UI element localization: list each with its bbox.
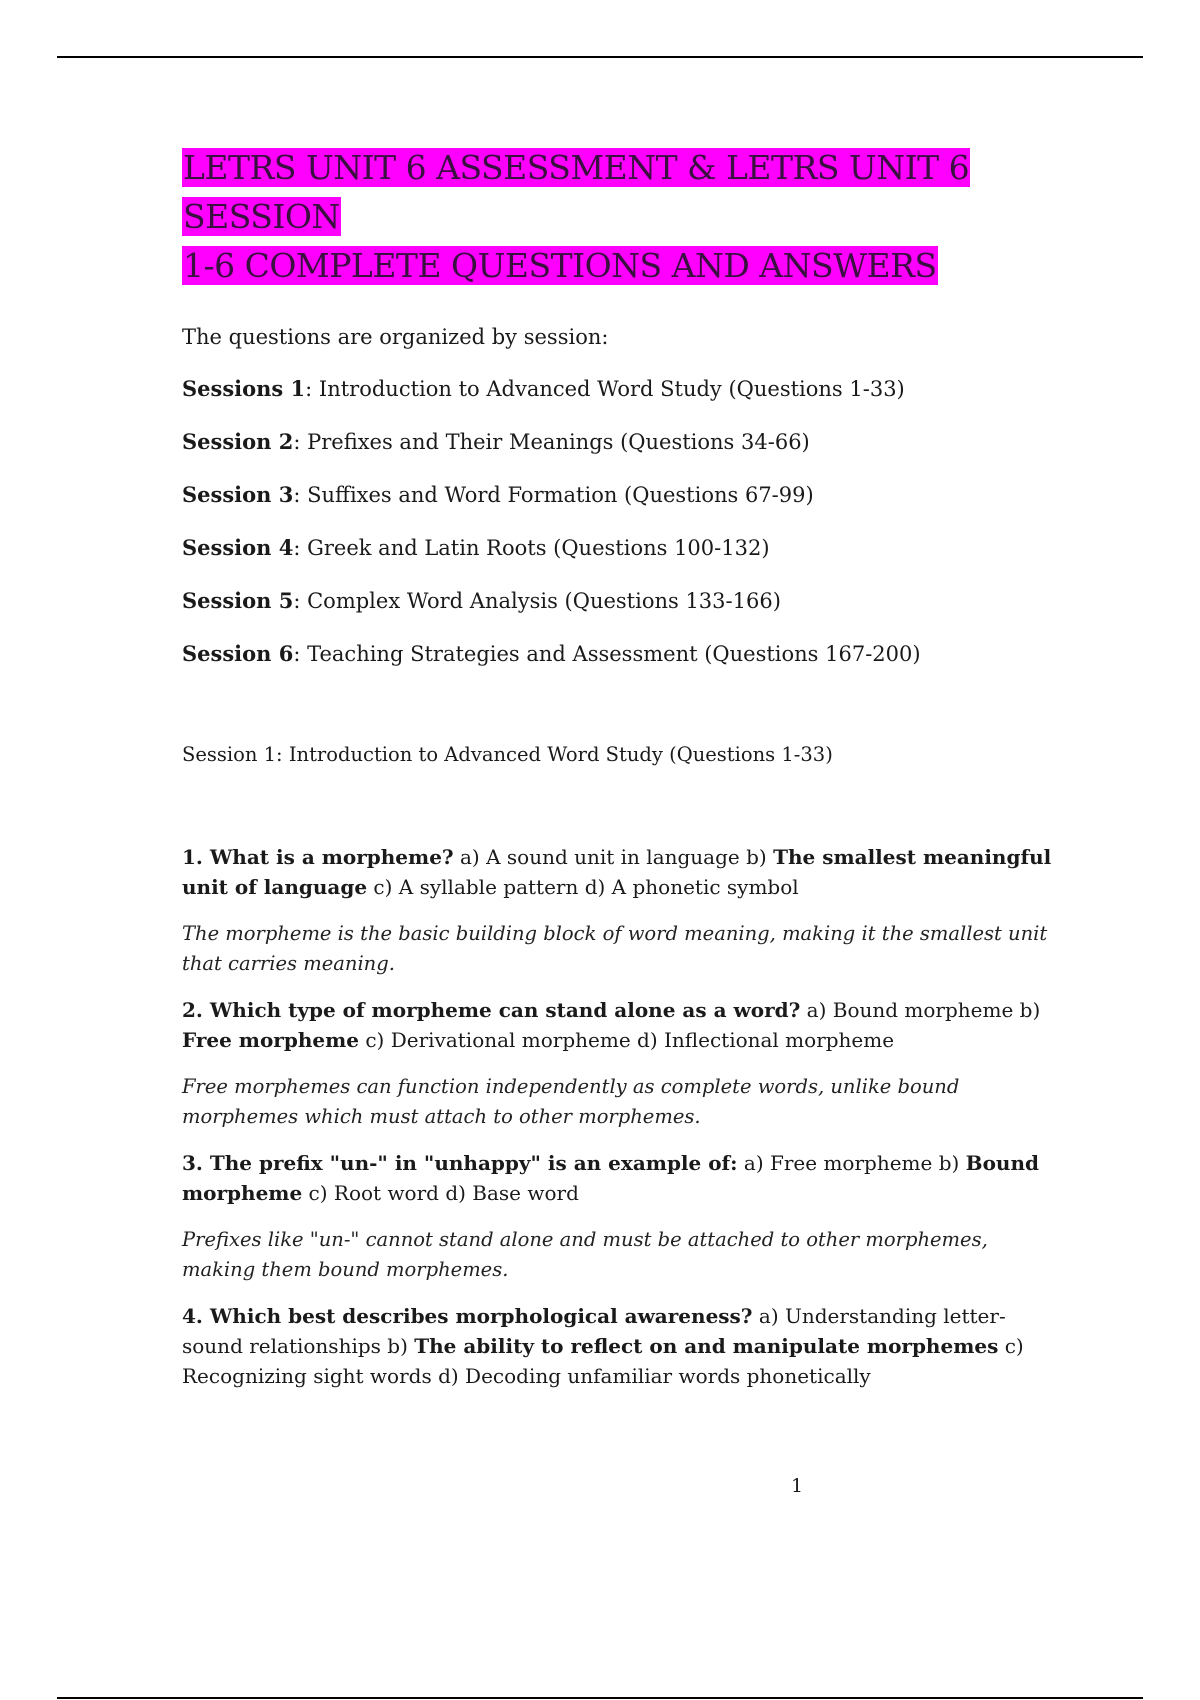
question-options-after: c) Recognizing sight words d) Decoding unfamiliar words phonetically (182, 1334, 1024, 1388)
session-item (182, 639, 1062, 692)
session-label: Session 5 (182, 588, 294, 613)
session-description: : Complex Word Analysis (Questions 133-166) (293, 589, 781, 613)
correct-answer: The ability to reflect on and manipulate morphemes (414, 1334, 999, 1358)
session-label: Session 4 (182, 535, 294, 560)
question-3 (182, 1148, 1062, 1208)
correct-answer: Free morpheme (182, 1028, 359, 1052)
question-4 (182, 1301, 1062, 1391)
session-item (182, 427, 1062, 480)
session-label: Sessions 1 (182, 376, 306, 401)
session-item (182, 533, 1062, 586)
correct-answer: Bound morpheme (182, 1151, 1039, 1205)
intro-text: The questions are organized by session: (182, 325, 609, 349)
answer-explanation: Free morphemes can function independently as complete words, unlike bound morphemes which must attach to other morphemes. (182, 1075, 960, 1128)
section-heading: Session 1: Introduction to Advanced Word Study (Questions 1-33) (182, 743, 833, 766)
document-title (182, 143, 1062, 290)
correct-answer: The smallest meaningful unit of language (182, 845, 1052, 899)
question-options-after: c) A syllable pattern d) A phonetic symbol (367, 875, 799, 899)
session-label: Session 3 (182, 482, 294, 507)
session-description: : Suffixes and Word Formation (Questions 67-99) (293, 483, 814, 507)
session-description: : Greek and Latin Roots (Questions 100-132) (293, 536, 770, 560)
question-options-before: a) Free morpheme b) (737, 1151, 966, 1175)
session-description: : Prefixes and Their Meanings (Questions 34-66) (293, 430, 810, 454)
session-label: Session 2 (182, 429, 294, 454)
question-options-after: c) Root word d) Base word (302, 1181, 579, 1205)
answer-explanation: The morpheme is the basic building block of word meaning, making it the smallest unit that carries meaning. (182, 922, 1048, 975)
session-item (182, 480, 1062, 533)
question-stem: 1. What is a morpheme? (182, 845, 454, 869)
question-options-before: a) Bound morpheme b) (800, 998, 1041, 1022)
session-description: : Teaching Strategies and Assessment (Questions 167-200) (293, 642, 921, 666)
question-options-before: a) A sound unit in language b) (453, 845, 774, 869)
question-stem: 2. Which type of morpheme can stand alone as a word? (182, 998, 801, 1022)
session-item (182, 374, 1062, 427)
question-options-after: c) Derivational morpheme d) Inflectional morpheme (358, 1028, 895, 1052)
session-label: Session 6 (182, 641, 294, 666)
answer-explanation: Prefixes like "un-" cannot stand alone and must be attached to other morphemes, making them bound morphemes. (182, 1228, 988, 1281)
page-number: 1 (790, 1475, 804, 1497)
session-item (182, 586, 1062, 639)
session-description: : Introduction to Advanced Word Study (Questions 1-33) (305, 377, 905, 401)
question-stem: 3. The prefix "un-" in "unhappy" is an example of: (182, 1151, 738, 1175)
session-list (182, 374, 1062, 692)
title-line-1: LETRS UNIT 6 ASSESSMENT & LETRS UNIT 6 SESSION (183, 148, 970, 236)
question-1 (182, 842, 1062, 902)
question-stem: 4. Which best describes morphological awareness? (182, 1304, 753, 1328)
top-rule (57, 56, 1143, 58)
bottom-rule (57, 1697, 1143, 1699)
question-list (182, 842, 1062, 1408)
title-line-2: 1-6 COMPLETE QUESTIONS AND ANSWERS (183, 246, 937, 285)
question-2 (182, 995, 1062, 1055)
question-options-before: a) Understanding letter-sound relationships b) (182, 1304, 1006, 1358)
